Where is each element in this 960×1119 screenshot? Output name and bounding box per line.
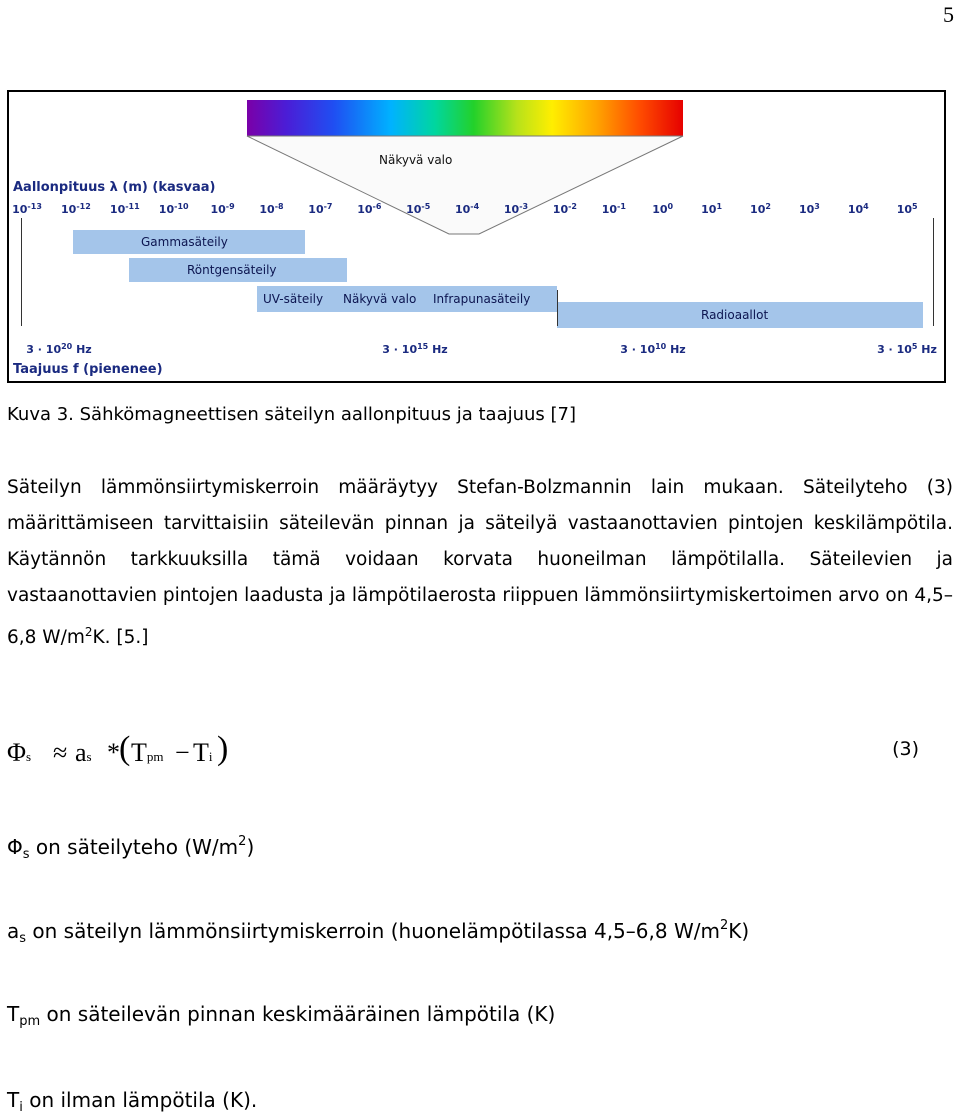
em-spectrum-figure bbox=[7, 90, 946, 383]
frequency-axis-title: Taajuus f (pienenee) bbox=[13, 362, 163, 377]
definition-subscript: i bbox=[19, 1100, 23, 1115]
eq-open-paren: ( bbox=[119, 730, 131, 767]
definition-item bbox=[7, 1002, 555, 1029]
wavelength-tick-label: $10^{-11}$ bbox=[109, 202, 140, 216]
eq-t-i: Ti bbox=[193, 738, 213, 767]
wavelength-tick-label: $10^{-10}$ bbox=[158, 202, 189, 216]
equation-number: (3) bbox=[892, 738, 919, 760]
frequency-tick-label: $3 \cdot 10^{20}$ Hz bbox=[26, 342, 92, 356]
wavelength-tick-label: $10^4$ bbox=[847, 202, 869, 216]
definition-text: on säteilyteho (W/m bbox=[29, 835, 239, 859]
wavelength-tick-label: $10^1$ bbox=[701, 202, 723, 216]
band-xray bbox=[129, 258, 347, 282]
wavelength-tick-label: $10^{-1}$ bbox=[601, 202, 626, 216]
frequency-tick-label: $3 \cdot 10^{10}$ Hz bbox=[620, 342, 686, 356]
wavelength-tick-label: $10^{-9}$ bbox=[210, 202, 235, 216]
body-paragraph bbox=[7, 470, 953, 656]
definition-text: on ilman lämpötila (K). bbox=[22, 1088, 258, 1112]
eq-times: * bbox=[107, 738, 120, 767]
definition-subscript: s bbox=[19, 931, 27, 946]
wavelength-tick-label: $10^{-5}$ bbox=[406, 202, 431, 216]
definition-subscript: s bbox=[22, 847, 30, 862]
page-number: 5 bbox=[943, 2, 954, 27]
band-radio-label: Radioaallot bbox=[701, 308, 769, 322]
equation-3 bbox=[7, 730, 947, 778]
wavelength-tick-label: $10^{-2}$ bbox=[552, 202, 577, 216]
wavelength-tick-label: $10^{-13}$ bbox=[12, 202, 42, 216]
band-uv-visible-ir bbox=[257, 286, 557, 312]
wavelength-tick-label: $10^{-6}$ bbox=[357, 202, 382, 216]
band-uv-label: UV-säteily bbox=[263, 292, 324, 306]
eq-phi: Φs bbox=[7, 738, 32, 767]
wavelength-tick-label: $10^{-3}$ bbox=[503, 202, 529, 216]
eq-close-paren: ) bbox=[217, 730, 229, 767]
band-visible-label: Näkyvä valo bbox=[343, 292, 417, 306]
band-infrared-label: Infrapunasäteily bbox=[433, 292, 531, 306]
wavelength-tick-label: $10^{-7}$ bbox=[308, 202, 333, 216]
eq-a-s: as bbox=[75, 738, 92, 767]
definition-superscript: 2 bbox=[238, 834, 247, 849]
definition-superscript: 2 bbox=[719, 918, 729, 933]
definition-subscript: pm bbox=[19, 1014, 41, 1029]
definition-symbol: T bbox=[7, 1002, 20, 1026]
eq-t-pm: Tpm bbox=[131, 738, 164, 767]
divider-left bbox=[21, 218, 22, 326]
band-radio bbox=[557, 302, 923, 328]
band-gamma-label: Gammasäteily bbox=[141, 235, 228, 249]
eq-approx: ≈ bbox=[53, 738, 68, 767]
definition-item bbox=[7, 918, 749, 946]
definition-symbol: T bbox=[7, 1088, 20, 1112]
definition-symbol: Φ bbox=[7, 835, 23, 859]
wavelength-axis-title: Aallonpituus λ (m) (kasvaa) bbox=[13, 180, 216, 195]
paragraph-sup: 2 bbox=[84, 625, 93, 639]
wavelength-tick-label: $10^{-8}$ bbox=[259, 202, 284, 216]
definition-symbol: a bbox=[7, 919, 20, 943]
frequency-tick-label: $3 \cdot 10^{15}$ Hz bbox=[382, 342, 448, 356]
band-gamma bbox=[73, 230, 305, 254]
definition-item bbox=[7, 1088, 257, 1115]
definition-tail: K) bbox=[728, 919, 750, 943]
wavelength-tick-label: $10^5$ bbox=[896, 202, 918, 216]
frequency-tick-label: $3 \cdot 10^5$ Hz bbox=[877, 342, 937, 356]
divider-ir-radio bbox=[557, 290, 558, 326]
divider-right bbox=[933, 218, 934, 326]
wavelength-tick-label: $10^{-4}$ bbox=[454, 202, 480, 216]
band-xray-label: Röntgensäteily bbox=[187, 263, 277, 277]
wavelength-tick-label: $10^{-12}$ bbox=[61, 202, 91, 216]
figure-caption: Kuva 3. Sähkömagneettisen säteilyn aallonpituus ja taajuus [7] bbox=[7, 404, 577, 425]
visible-light-label: Näkyvä valo bbox=[379, 153, 453, 167]
paragraph-text: Säteilyn lämmönsiirtymiskerroin määräytyy Stefan-Bolzmannin lain mukaan. Säteilyteho (3) määrittämiseen tarvittaisiin säteilevän pinnan ja säteilyä vastaanottavien pintojen keskilämpötila. Käytännön tarkkuuksilla tämä voidaan korvata huoneilman lämpötilalla. Säteilevien ja vastaanottavien pintojen laadusta ja lämpötilaerosta riippuen lämmönsiirtymiskertoimen arvo on 4,5–6,8 W/m bbox=[7, 477, 953, 649]
eq-minus: − bbox=[175, 738, 190, 767]
definition-tail: ) bbox=[246, 835, 255, 859]
definition-text: on säteilevän pinnan keskimääräinen lämpötila (K) bbox=[40, 1002, 556, 1026]
wavelength-tick-label: $10^2$ bbox=[750, 202, 771, 216]
paragraph-tail: K. [5.] bbox=[92, 627, 149, 649]
wavelength-tick-label: $10^0$ bbox=[652, 202, 674, 216]
definition-item bbox=[7, 834, 254, 862]
wavelength-tick-label: $10^3$ bbox=[798, 202, 820, 216]
definition-text: on säteilyn lämmönsiirtymiskerroin (huonelämpötilassa 4,5–6,8 W/m bbox=[26, 919, 720, 943]
